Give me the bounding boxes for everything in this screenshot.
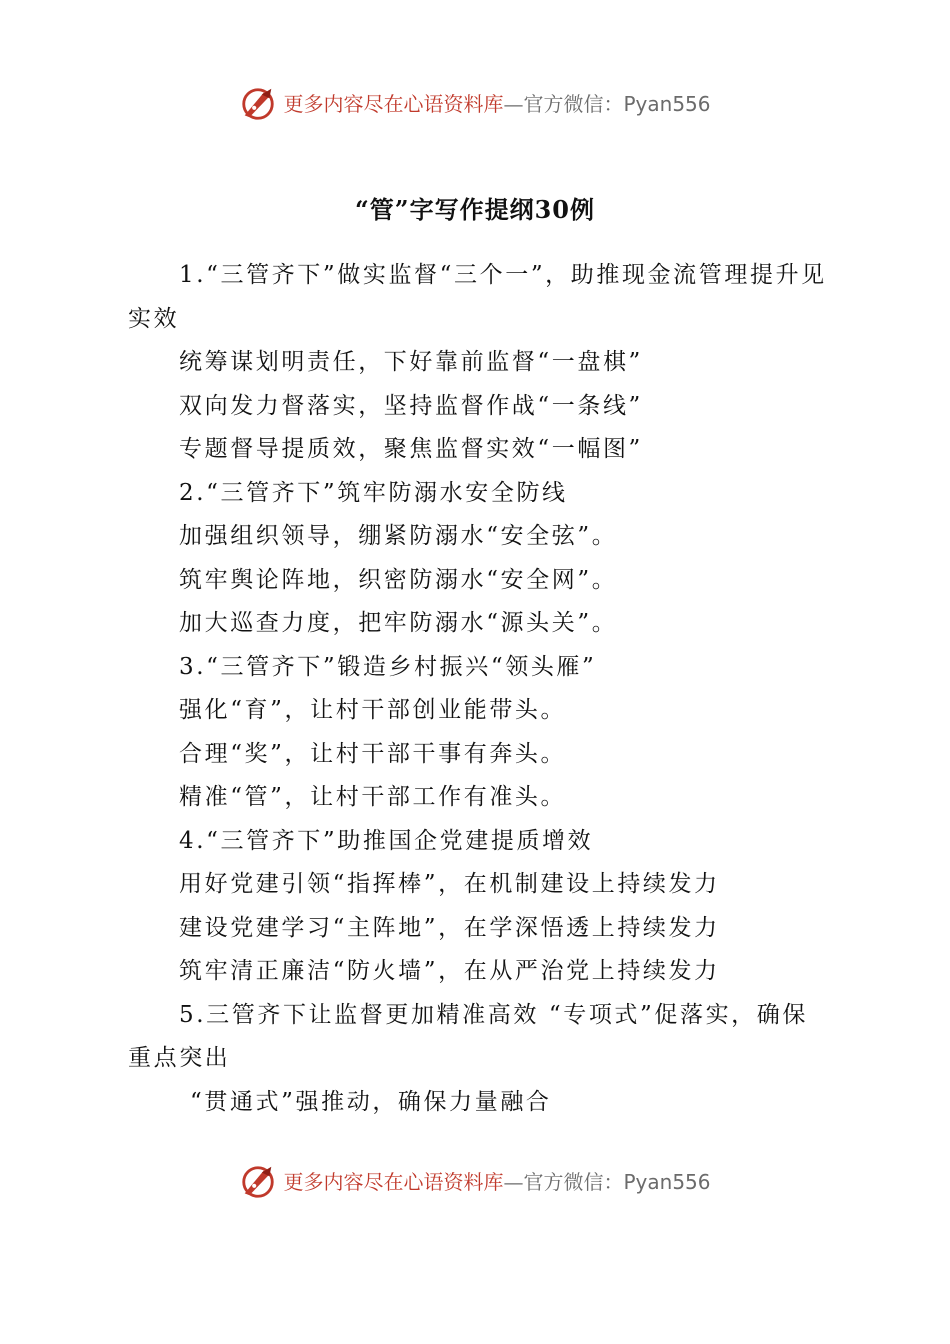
outline-item-point: 建设党建学习“主阵地”，在学深悟透上持续发力	[179, 914, 720, 941]
outline-item-point: 精准“管”，让村干部工作有准头。	[179, 784, 567, 810]
banner-contact-id: Pyan556	[623, 1170, 711, 1194]
header-banner	[0, 84, 950, 124]
outline-item-point: 强化“育”，让村干部创业能带头。	[179, 697, 567, 723]
banner-dash: —	[503, 92, 524, 116]
outline-item-point: 用好党建引领“指挥棒”，在机制建设上持续发力	[179, 871, 720, 897]
banner-dash: —	[503, 1170, 524, 1194]
outline-item-point: 合理“奖”，让村干部干事有奔头。	[179, 740, 567, 767]
banner-contact-label: 官方微信：	[523, 92, 624, 116]
footer-banner	[0, 1162, 950, 1202]
banner-brand-text: 更多内容尽在心语资料库	[283, 1170, 504, 1194]
document-body	[128, 254, 830, 1124]
outline-item-point: 加大巡查力度，把牢防溺水“源头关”。	[179, 610, 618, 636]
outline-item-point: 专题督导提质效，聚焦监督实效“一幅图”	[179, 436, 643, 462]
outline-item-point: 筑牢舆论阵地，织密防溺水“安全网”。	[179, 566, 618, 593]
outline-item-heading: 2.“三管齐下”筑牢防溺水安全防线	[179, 479, 568, 506]
banner-contact-label: 官方微信：	[523, 1170, 624, 1194]
banner-text	[283, 1162, 710, 1202]
outline-item-heading: 1.“三管齐下”做实监督“三个一”，助推现金流管理提升见实效	[128, 262, 827, 332]
pen-nib-logo-icon	[239, 85, 277, 123]
outline-item-heading: 3.“三管齐下”锻造乡村振兴“领头雁”	[179, 653, 597, 680]
banner-text	[283, 84, 710, 124]
outline-item-point: 双向发力督落实，坚持监督作战“一条线”	[179, 392, 643, 419]
document-title: “管”字写作提纲30例	[354, 195, 595, 224]
outline-item-point: 加强组织领导，绷紧防溺水“安全弦”。	[179, 523, 618, 549]
outline-item-heading: 4.“三管齐下”助推国企党建提质增效	[179, 827, 594, 854]
outline-item-point: 统筹谋划明责任，下好靠前监督“一盘棋”	[179, 349, 643, 375]
outline-item-point: “贯通式”强推动，确保力量融合	[190, 1088, 552, 1115]
banner-contact-id: Pyan556	[623, 92, 711, 116]
pen-nib-logo-icon	[239, 1163, 277, 1201]
outline-item-heading: 5.三管齐下让监督更加精准高效 “专项式”促落实，确保重点突出	[128, 1001, 808, 1071]
banner-brand-text: 更多内容尽在心语资料库	[283, 92, 504, 116]
outline-item-point: 筑牢清正廉洁“防火墙”，在从严治党上持续发力	[179, 958, 720, 984]
